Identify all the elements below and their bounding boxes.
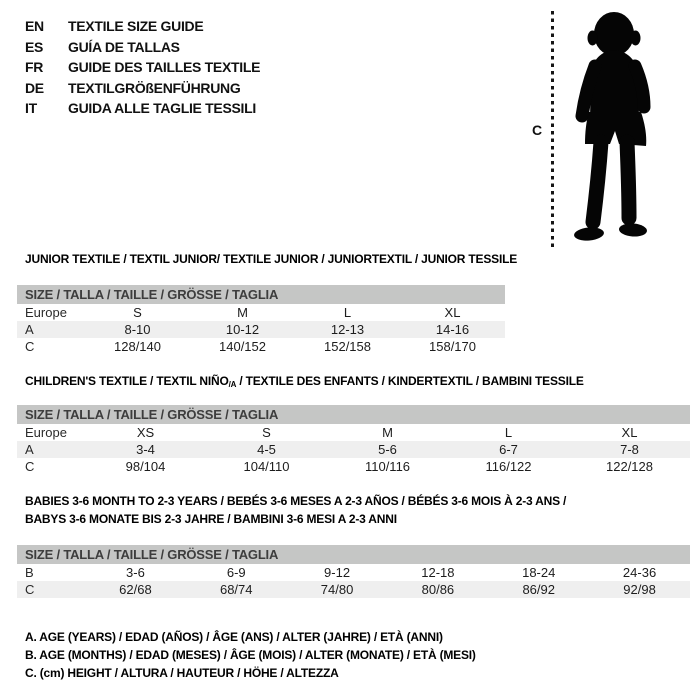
size-cell: L xyxy=(343,305,352,320)
size-cell: M xyxy=(237,305,248,320)
section-title xyxy=(25,372,584,394)
size-cell: 62/68 xyxy=(119,582,152,597)
size-table xyxy=(17,405,690,475)
row-label: C xyxy=(25,459,35,474)
size-cell: 10-12 xyxy=(225,322,260,337)
size-cell: 92/98 xyxy=(623,582,656,597)
size-cell: 110/116 xyxy=(364,459,411,474)
size-cell: 86/92 xyxy=(522,582,555,597)
table-row xyxy=(17,304,505,321)
language-code: EN xyxy=(25,18,44,35)
size-cell: 152/158 xyxy=(324,339,371,354)
row-label: A xyxy=(25,322,34,337)
section-title-text: CHILDREN'S TEXTILE / TEXTIL NIÑO xyxy=(25,374,229,388)
size-cell: 6-7 xyxy=(499,442,518,457)
size-cell: 80/86 xyxy=(421,582,455,597)
language-title: TEXTILGRÖßENFÜHRUNG xyxy=(68,79,241,96)
size-cell: S xyxy=(262,425,271,440)
language-list xyxy=(25,16,260,119)
size-cell: 158/170 xyxy=(429,339,476,354)
section-title-line xyxy=(25,250,517,268)
language-row xyxy=(25,37,260,58)
size-cell: 12-18 xyxy=(421,565,455,580)
size-cell: XS xyxy=(136,425,155,440)
section-title-text: / TEXTILE DES ENFANTS / KINDERTEXTIL / BAMBINI TESSILE xyxy=(236,374,584,388)
footnote-legend xyxy=(25,628,476,682)
size-cell: 3-4 xyxy=(136,442,155,457)
section-title-text: BABYS 3-6 MONATE BIS 2-3 JAHRE / BAMBINI 3-6 MESI A 2-3 ANNI xyxy=(25,512,397,526)
language-code: FR xyxy=(25,59,44,76)
language-row xyxy=(25,57,260,78)
language-title: GUÍA DE TALLAS xyxy=(68,38,180,55)
language-title: GUIDA ALLE TAGLIE TESSILI xyxy=(68,100,256,117)
height-measure-label: C xyxy=(532,122,543,138)
language-row xyxy=(25,16,260,37)
size-header-bar xyxy=(17,285,505,304)
size-table xyxy=(17,285,505,355)
size-cell: 3-6 xyxy=(126,565,145,580)
table-row xyxy=(17,458,690,475)
table-row xyxy=(17,321,505,338)
size-cell: 7-8 xyxy=(620,442,639,457)
height-measure-line xyxy=(551,11,554,249)
section-title-text: /A xyxy=(228,380,237,389)
size-cell: 74/80 xyxy=(320,582,354,597)
language-title: GUIDE DES TAILLES TEXTILE xyxy=(68,59,261,76)
size-cell: 24-36 xyxy=(622,565,657,580)
section-title-text: JUNIOR TEXTILE / TEXTIL JUNIOR/ TEXTILE JUNIOR / JUNIORTEXTIL / JUNIOR TESSILE xyxy=(25,252,518,266)
row-label: C xyxy=(25,582,35,597)
size-cell: 6-9 xyxy=(226,565,246,580)
table-row xyxy=(17,581,690,598)
size-cell: 8-10 xyxy=(124,322,151,337)
size-header-text: SIZE / TALLA / TAILLE / GRÖSSE / TAGLIA xyxy=(25,407,279,422)
figure-block xyxy=(528,6,688,258)
language-code: DE xyxy=(25,79,44,96)
size-header-bar xyxy=(17,545,690,564)
section-title-line xyxy=(25,510,566,528)
section-title-line xyxy=(25,372,584,394)
row-label: B xyxy=(25,565,34,580)
size-cell: M xyxy=(382,425,393,440)
size-cell: 4-5 xyxy=(257,442,276,457)
size-header-text: SIZE / TALLA / TAILLE / GRÖSSE / TAGLIA xyxy=(25,287,279,302)
language-title: TEXTILE SIZE GUIDE xyxy=(68,18,204,35)
size-cell: 14-16 xyxy=(435,322,470,337)
size-cell: 140/152 xyxy=(219,339,266,354)
section-title xyxy=(25,492,566,528)
row-label: Europe xyxy=(25,425,67,440)
section-title-line xyxy=(25,492,566,510)
row-label: Europe xyxy=(25,305,67,320)
size-cell: 104/110 xyxy=(243,459,290,474)
footnote-line: A. AGE (YEARS) / EDAD (AÑOS) / ÂGE (ANS) / ALTER (JAHRE) / ETÀ (ANNI) xyxy=(25,630,443,644)
size-table xyxy=(17,545,690,598)
footnote-line: B. AGE (MONTHS) / EDAD (MESES) / ÂGE (MOIS) / ALTER (MONATE) / ETÀ (MESI) xyxy=(25,648,476,662)
size-cell: 12-13 xyxy=(330,322,365,337)
row-label: A xyxy=(25,442,34,457)
size-cell: 9-12 xyxy=(324,565,351,580)
size-cell: 128/140 xyxy=(114,339,161,354)
size-header-text: SIZE / TALLA / TAILLE / GRÖSSE / TAGLIA xyxy=(25,547,279,562)
size-cell: 18-24 xyxy=(522,565,556,580)
section-title-text: BABIES 3-6 MONTH TO 2-3 YEARS / BEBÉS 3-6 MESES A 2-3 AÑOS / BÉBÉS 3-6 MOIS À 2-3 ANS / xyxy=(25,494,567,508)
size-cell: XL xyxy=(444,305,461,320)
toddler-silhouette-icon xyxy=(561,10,669,248)
size-cell: L xyxy=(504,425,513,440)
size-cell: 116/122 xyxy=(485,459,532,474)
language-row xyxy=(25,98,260,119)
size-cell: XL xyxy=(621,425,638,440)
table-row xyxy=(17,564,690,581)
section-title xyxy=(25,250,517,268)
size-cell: S xyxy=(133,305,142,320)
row-label: C xyxy=(25,339,35,354)
size-cell: 5-6 xyxy=(378,442,397,457)
table-row xyxy=(17,338,505,355)
table-row xyxy=(17,424,690,441)
size-header-bar xyxy=(17,405,690,424)
language-code: ES xyxy=(25,38,44,55)
table-row xyxy=(17,441,690,458)
language-row xyxy=(25,78,260,99)
language-code: IT xyxy=(25,100,37,117)
size-cell: 68/74 xyxy=(219,582,253,597)
size-cell: 122/128 xyxy=(606,459,653,474)
footnote-line: C. (cm) HEIGHT / ALTURA / HAUTEUR / HÖHE / ALTEZZA xyxy=(25,666,339,680)
size-cell: 98/104 xyxy=(125,459,166,474)
